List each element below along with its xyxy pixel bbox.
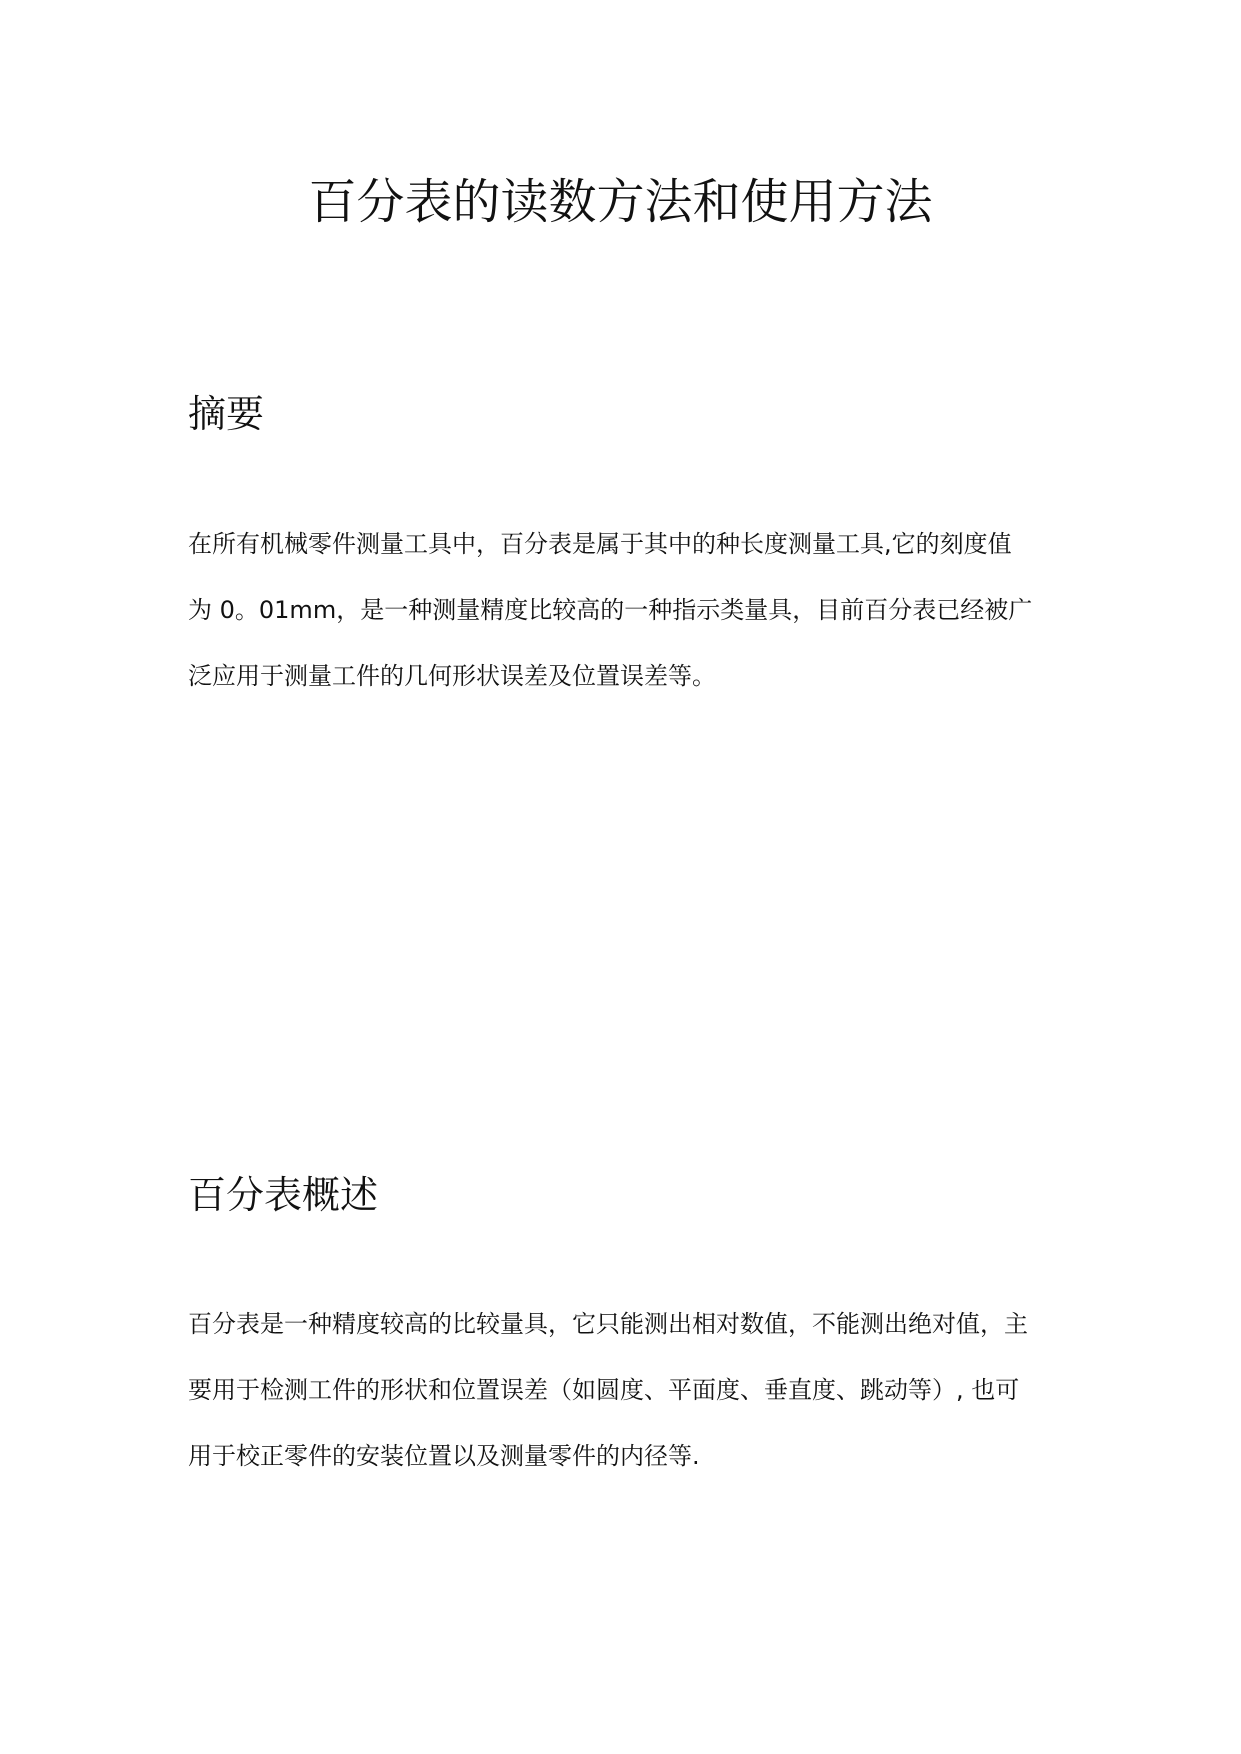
paragraph-line: 泛应用于测量工件的几何形状误差及位置误差等。 [188, 662, 716, 690]
paragraph-line: 百分表是一种精度较高的比较量具，它只能测出相对数值，不能测出绝对值，主 [188, 1310, 1028, 1338]
paragraph-line: 要用于检测工件的形状和位置误差（如圆度、平面度、垂直度、跳动等）, 也可 [188, 1376, 1020, 1404]
paragraph-line: 为 0。01mm，是一种测量精度比较高的一种指示类量具，目前百分表已经被广 [188, 596, 1033, 624]
section-heading-overview: 百分表概述 [188, 1173, 379, 1217]
abstract-paragraph [188, 511, 1068, 709]
overview-paragraph [188, 1291, 1068, 1489]
paragraph-line: 用于校正零件的安装位置以及测量零件的内径等. [188, 1442, 700, 1470]
section-heading-abstract: 摘要 [188, 392, 265, 436]
paragraph-line: 在所有机械零件测量工具中，百分表是属于其中的种长度测量工具,它的刻度值 [188, 530, 1012, 558]
document-title: 百分表的读数方法和使用方法 [308, 174, 933, 230]
